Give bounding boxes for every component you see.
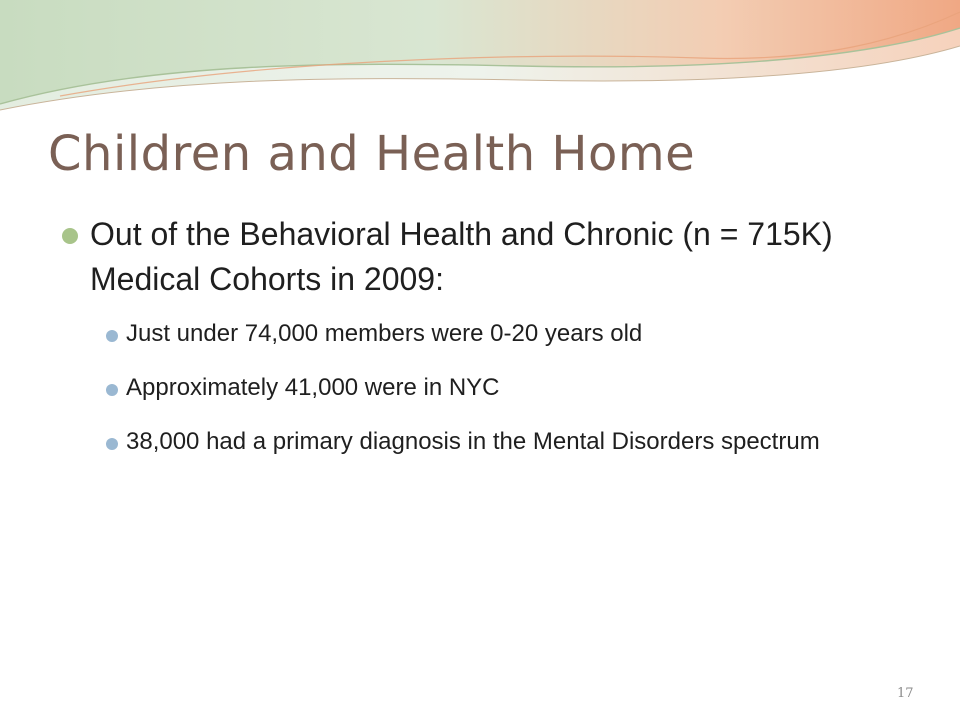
sub-bullet [106, 426, 882, 458]
sub-bullet-text: Approximately 41,000 were in NYC [126, 374, 500, 401]
sub-bullet-dot-icon [106, 384, 118, 396]
sub-bullet [106, 318, 882, 350]
sub-bullet-list [62, 318, 882, 458]
bullet-dot-icon [62, 228, 78, 244]
slide-title: Children and Health Home [48, 126, 696, 182]
sub-bullet-dot-icon [106, 438, 118, 450]
main-bullet [62, 212, 882, 302]
slide-number: 17 [897, 686, 914, 701]
sub-bullet-text: 38,000 had a primary diagnosis in the Mental Disorders spectrum [126, 428, 820, 455]
sub-bullet-text: Just under 74,000 members were 0-20 years old [126, 320, 643, 347]
decorative-header-band [0, 0, 960, 120]
main-bullet-text: Out of the Behavioral Health and Chronic (n = 715K) Medical Cohorts in 2009: [90, 216, 833, 297]
sub-bullet [106, 372, 882, 404]
slide-content [62, 212, 882, 480]
sub-bullet-dot-icon [106, 330, 118, 342]
